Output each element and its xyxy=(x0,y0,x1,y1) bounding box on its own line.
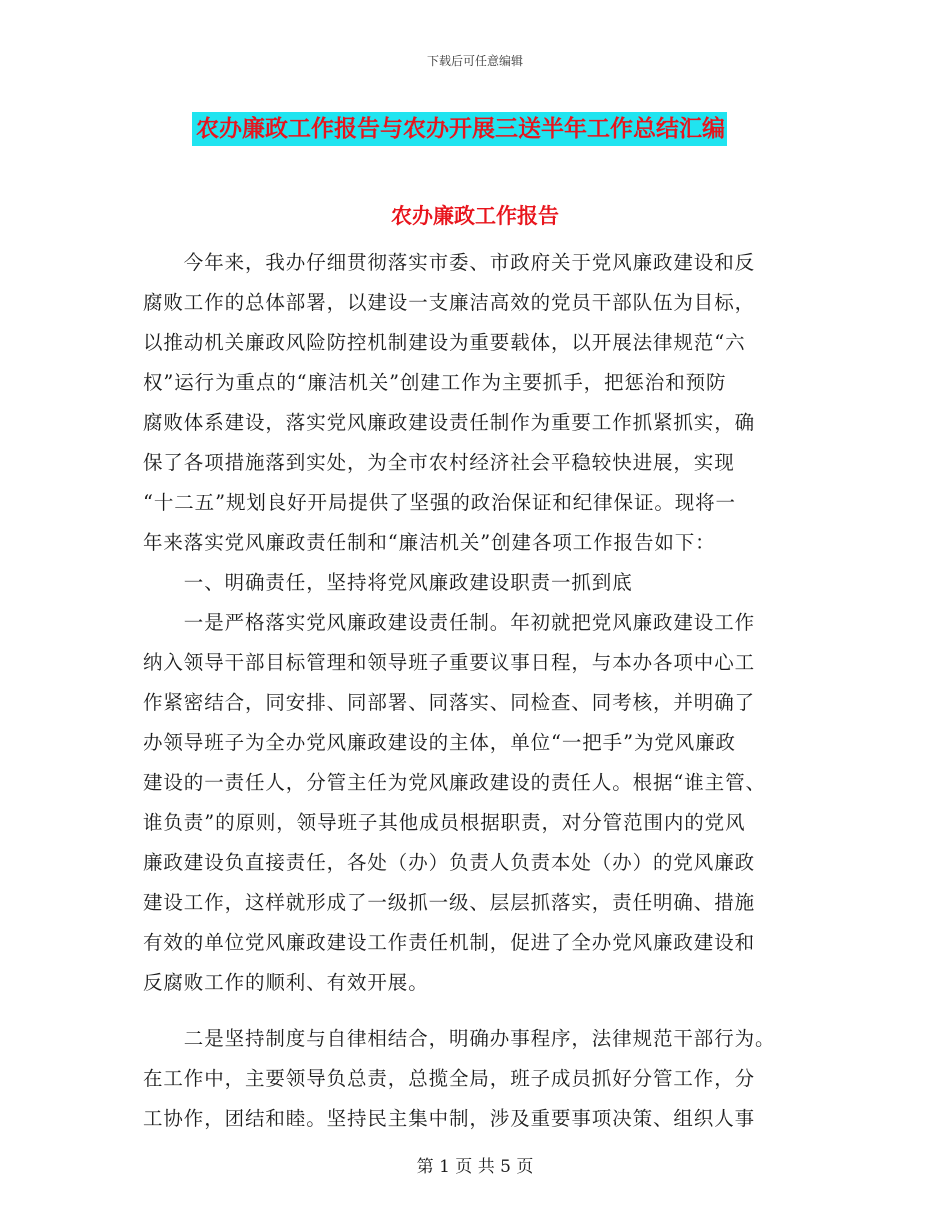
paragraph-line: 腐败工作的总体部署，以建设一支廉洁高效的党员干部队伍为目标， xyxy=(143,291,756,314)
paragraph-line: 腐败体系建设，落实党风廉政建设责任制作为重要工作抓紧抓实，确 xyxy=(143,411,756,434)
paragraph-line: 工协作，团结和睦。坚持民主集中制，涉及重要事项决策、组织人事 xyxy=(143,1107,756,1130)
paragraph-line: 保了各项措施落到实处，为全市农村经济社会平稳较快进展，实现 xyxy=(143,451,735,474)
paragraph-line: 以推动机关廉政风险防控机制建设为重要载体，以开展法律规范“六 xyxy=(143,331,746,354)
section-heading-line: 一、明确责任，坚持将党风廉政建设职责一抓到底 xyxy=(143,571,633,594)
document-title: 农办廉政工作报告与农办开展三送半年工作总结汇编 xyxy=(192,112,727,146)
paragraph-line: 反腐败工作的顺利、有效开展。 xyxy=(143,971,429,994)
paragraph-line: 一是严格落实党风廉政建设责任制。年初就把党风廉政建设工作 xyxy=(143,611,756,634)
paragraph-line: “十二五”规划良好开局提供了坚强的政治保证和纪律保证。现将一 xyxy=(143,491,736,514)
paragraph-line: 二是坚持制度与自律相结合，明确办事程序，法律规范干部行为。 xyxy=(143,1027,776,1050)
paragraph-line: 谁负责”的原则，领导班子其他成员根据职责，对分管范围内的党风 xyxy=(143,811,746,834)
paragraph-line: 在工作中，主要领导负总责，总揽全局，班子成员抓好分管工作，分 xyxy=(143,1067,756,1090)
paragraph-line: 有效的单位党风廉政建设工作责任机制，促进了全办党风廉政建设和 xyxy=(143,931,756,954)
paragraph-line: 作紧密结合，同安排、同部署、同落实、同检查、同考核，并明确了 xyxy=(143,691,756,714)
paragraph-line: 办领导班子为全办党风廉政建设的主体，单位“一把手”为党风廉政 xyxy=(143,731,736,754)
body-text xyxy=(143,243,813,1139)
paragraph-line: 权”运行为重点的“廉洁机关”创建工作为主要抓手，把惩治和预防 xyxy=(143,371,727,394)
page-number: 第 1 页 共 5 页 xyxy=(416,1157,534,1177)
section-title: 农办廉政工作报告 xyxy=(391,203,559,228)
paragraph-line: 年来落实党风廉政责任制和“廉洁机关”创建各项工作报告如下： xyxy=(143,531,716,554)
header-note: 下载后可任意编辑 xyxy=(426,54,523,68)
paragraph-line: 纳入领导干部目标管理和领导班子重要议事日程，与本办各项中心工 xyxy=(143,651,756,674)
paragraph-line: 建设的一责任人，分管主任为党风廉政建设的责任人。根据“谁主管、 xyxy=(143,771,766,794)
paragraph-line: 建设工作，这样就形成了一级抓一级、层层抓落实，责任明确、措施 xyxy=(143,891,756,914)
paragraph-line: 廉政建设负直接责任，各处（办）负责人负责本处（办）的党风廉政 xyxy=(143,851,756,874)
paragraph-line: 今年来，我办仔细贯彻落实市委、市政府关于党风廉政建设和反 xyxy=(143,251,756,274)
